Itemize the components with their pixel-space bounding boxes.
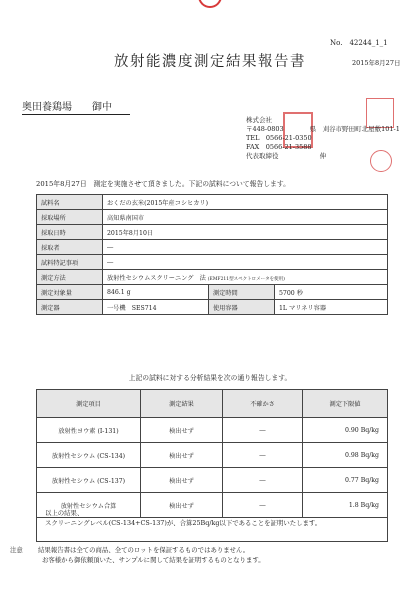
notice-line: 結果報告書は全ての商品、全てのロットを保証するものではありません。 <box>38 546 250 554</box>
column-header: 不確かさ <box>223 390 303 418</box>
row-label: 採取場所 <box>37 210 103 225</box>
table-row <box>37 270 388 285</box>
column-header: 測定結果 <box>141 390 223 418</box>
issuer-fax: FAX 0566-21-3588 <box>246 143 312 151</box>
uncertainty-cell: ― <box>223 493 303 518</box>
limit-cell: 0.77 Bq/kg <box>303 468 388 493</box>
row-label: 試料特記事項 <box>37 255 103 270</box>
table-row <box>37 300 388 315</box>
result-cell: 検出せず <box>141 443 223 468</box>
uncertainty-cell: ― <box>223 443 303 468</box>
method-note: (EMF211型スペクトロメータを使用) <box>207 276 285 282</box>
row-value: 2015年8月10日 <box>103 225 388 240</box>
notice-line: お客様から御依頼頂いた、サンプルに関して結果を証明するものとなります。 <box>42 555 265 564</box>
row-value: 1L マリネリ容器 <box>275 300 388 315</box>
item-cell: 放射性セシウム合算 <box>37 493 141 518</box>
item-cell: 放射性セシウム (CS-134) <box>37 443 141 468</box>
row-value: ― <box>103 255 388 270</box>
document-title: 放射能濃度測定結果報告書 <box>114 54 306 70</box>
row-label: 測定器 <box>37 300 103 315</box>
result-cell: 検出せず <box>141 418 223 443</box>
table-row <box>37 418 388 443</box>
table-row <box>37 195 388 210</box>
row-label: 測定時間 <box>209 285 275 300</box>
row-label: 採取日時 <box>37 225 103 240</box>
uncertainty-cell: ― <box>223 418 303 443</box>
limit-cell: 1.8 Bq/kg <box>303 493 388 518</box>
item-cell: 放射性セシウム (CS-137) <box>37 468 141 493</box>
row-label: 測定対象量 <box>37 285 103 300</box>
limit-cell: 0.90 Bq/kg <box>303 418 388 443</box>
results-intro-text: 上記の試料に対する分析結果を次の通り報告します。 <box>128 374 292 382</box>
row-value: ― <box>103 240 388 255</box>
top-seal-fragment <box>198 0 222 8</box>
row-label: 測定方法 <box>37 270 103 285</box>
notice-label: 注意 <box>10 546 23 554</box>
row-label: 採取者 <box>37 240 103 255</box>
method-value: 放射性セシウムスクリーニング 法 <box>107 274 206 282</box>
table-row <box>37 225 388 240</box>
table-row <box>37 210 388 225</box>
row-label: 試料名 <box>37 195 103 210</box>
table-header-row <box>37 390 388 418</box>
column-header: 測定項目 <box>37 390 141 418</box>
sample-info-table <box>36 194 388 315</box>
row-value: 5700 秒 <box>275 285 388 300</box>
table-row <box>37 443 388 468</box>
limit-cell: 0.98 Bq/kg <box>303 443 388 468</box>
result-cell: 検出せず <box>141 468 223 493</box>
item-cell: 放射性ヨウ素 (I-131) <box>37 418 141 443</box>
row-value: 一号機 SES714 <box>103 300 209 315</box>
recipient-name: 奥田養鶏場 御中 <box>22 98 130 115</box>
row-value: 高知県南国市 <box>103 210 388 225</box>
table-row <box>37 255 388 270</box>
uncertainty-cell: ― <box>223 468 303 493</box>
conclusion-line: スクリーニングレベル(CS-134+CS-137)が、合算25Bq/kg以下であることを証明いたします。 <box>45 519 322 527</box>
document-number: No. 42244_1_1 <box>330 39 388 47</box>
result-cell: 検出せず <box>141 493 223 518</box>
column-header: 測定下限値 <box>303 390 388 418</box>
intro-text: 2015年8月27日 測定を実施させて頂きました。下記の試料について報告します。 <box>36 180 290 188</box>
table-row <box>37 240 388 255</box>
issuer-representative: 代表取締役 伸 <box>246 152 327 160</box>
row-label: 使用容器 <box>209 300 275 315</box>
conclusion-box <box>36 504 388 542</box>
row-value: 846.1 g <box>103 285 209 300</box>
row-value <box>103 270 388 285</box>
table-row <box>37 468 388 493</box>
conclusion-line: 以上の結果、 <box>45 509 84 517</box>
issuer-tel: TEL 0566-21-0350 <box>246 134 312 142</box>
results-table <box>36 389 388 518</box>
issuer-company: 株式会社 <box>246 116 272 124</box>
notice-block <box>10 546 265 565</box>
table-row <box>37 285 388 300</box>
issuer-address: 〒448-0803 県 刈谷市野田町北屋敷101-1 <box>246 125 400 133</box>
document-date: 2015年8月27日 <box>352 59 401 67</box>
issuer-block <box>246 116 400 161</box>
row-value: おくだの玄米(2015年産コシヒカリ) <box>103 195 388 210</box>
